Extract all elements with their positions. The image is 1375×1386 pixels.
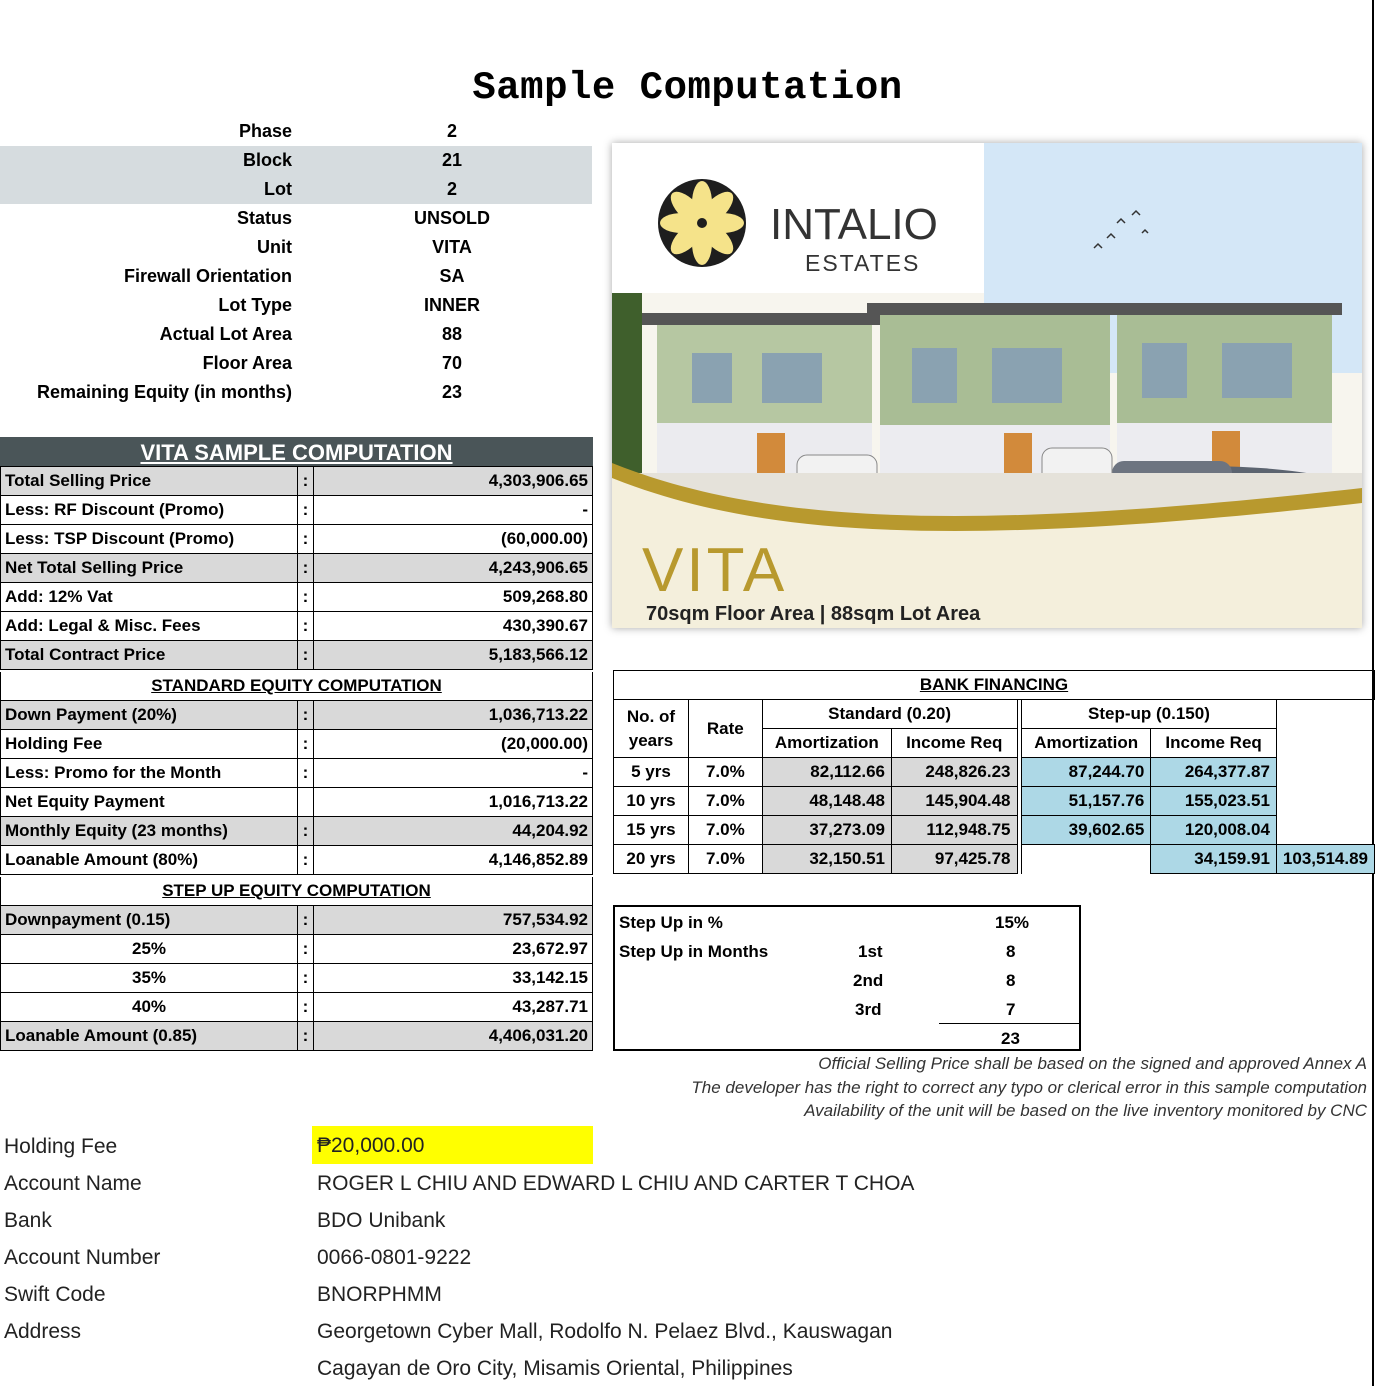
note-line: Official Selling Price shall be based on the signed and approved Annex A xyxy=(818,1054,1367,1073)
table-row: Net Equity Payment 1,016,713.22 xyxy=(1,788,593,817)
table-row: Net Total Selling Price : 4,243,906.65 xyxy=(1,554,593,583)
rate-header: Rate xyxy=(688,700,762,758)
vita-computation-header: VITA SAMPLE COMPUTATION xyxy=(0,437,593,466)
table-row: 25% : 23,672.97 xyxy=(1,935,593,964)
info-row: Remaining Equity (in months) 23 xyxy=(37,382,463,402)
table-row: Less: RF Discount (Promo) : - xyxy=(1,496,593,525)
income-header: Income Req xyxy=(1151,729,1277,758)
table-row: 40% : 43,287.71 xyxy=(1,993,593,1022)
promo-image xyxy=(612,143,1362,628)
table-row: Loanable Amount (80%) : 4,146,852.89 xyxy=(1,846,593,875)
table-row: Add: 12% Vat : 509,268.80 xyxy=(1,583,593,612)
table-row: Less: TSP Discount (Promo) : (60,000.00) xyxy=(1,525,593,554)
table-row: Less: Promo for the Month : - xyxy=(1,759,593,788)
table-row: 10 yrs 7.0% 48,148.48 145,904.48 51,157.76 155,023.51 xyxy=(614,787,1375,816)
intalio-logo-icon xyxy=(658,179,746,267)
standard-equity-table xyxy=(0,700,593,875)
info-row: Status UNSOLD xyxy=(236,208,490,228)
info-row: Block 21 xyxy=(0,146,592,175)
stepup-months-label: Step Up in Months xyxy=(619,942,769,961)
table-row: Monthly Equity (23 months) : 44,204.92 xyxy=(1,817,593,846)
stepup-pct-value: 15% xyxy=(995,913,1030,932)
table-row: 15 yrs 7.0% 37,273.09 112,948.75 39,602.65 120,008.04 xyxy=(614,816,1375,845)
info-row: Lot 2 xyxy=(0,175,592,204)
brand-text: INTALIO xyxy=(770,200,938,249)
holding-fee-value: ₱20,000.00 xyxy=(317,1134,425,1157)
table-row xyxy=(614,700,1375,729)
model-name: VITA xyxy=(642,536,788,605)
stepup-schedule: Step Up in % 15% Step Up in Months 1st 8 2nd 8 3rd 7 23 xyxy=(613,905,1081,1051)
table-row: Total Selling Price : 4,303,906.65 xyxy=(1,467,593,496)
years-header: No. of years xyxy=(614,700,689,758)
table-row: Down Payment (20%) : 1,036,713.22 xyxy=(1,701,593,730)
bank-financing-table xyxy=(613,670,1375,874)
stepup-header: Step-up (0.150) xyxy=(1021,700,1276,729)
info-row: Phase 2 xyxy=(238,121,457,141)
stepup-equity-header: STEP UP EQUITY COMPUTATION xyxy=(0,877,593,905)
vita-computation-table xyxy=(0,466,593,670)
table-row: Downpayment (0.15) : 757,534.92 xyxy=(1,906,593,935)
stepup-total: 23 xyxy=(1001,1029,1020,1048)
note-line: Availability of the unit will be based on the live inventory monitored by CNC xyxy=(804,1101,1367,1120)
info-row: Firewall Orientation SA xyxy=(123,266,465,286)
promo-illustration xyxy=(612,143,1362,628)
standard-header: Standard (0.20) xyxy=(762,700,1017,729)
page-title: Sample Computation xyxy=(472,66,903,110)
stepup-pct-label: Step Up in % xyxy=(619,913,723,932)
info-row: Actual Lot Area 88 xyxy=(159,324,463,344)
standard-equity-header: STANDARD EQUITY COMPUTATION xyxy=(0,672,593,700)
table-row: 20 yrs 7.0% 32,150.51 97,425.78 34,159.91 103,514.89 xyxy=(614,845,1375,874)
brand-sub-text: ESTATES xyxy=(805,250,921,276)
info-row: Lot Type INNER xyxy=(218,295,480,315)
amortization-header: Amortization xyxy=(762,729,891,758)
table-row xyxy=(614,671,1375,700)
table-row: Holding Fee : (20,000.00) xyxy=(1,730,593,759)
income-header: Income Req xyxy=(891,729,1017,758)
table-row: Total Contract Price : 5,183,566.12 xyxy=(1,641,593,670)
amortization-header: Amortization xyxy=(1021,729,1150,758)
table-row: 5 yrs 7.0% 82,112.66 248,826.23 87,244.70 264,377.87 xyxy=(614,758,1375,787)
bank-financing-header: BANK FINANCING xyxy=(614,671,1375,700)
info-row: Unit VITA xyxy=(257,237,472,257)
stepup-equity-table xyxy=(0,905,593,1051)
info-row: Floor Area 70 xyxy=(202,353,463,373)
table-row: 35% : 33,142.15 xyxy=(1,964,593,993)
table-row: Add: Legal & Misc. Fees : 430,390.67 xyxy=(1,612,593,641)
table-row: Loanable Amount (0.85) : 4,406,031.20 xyxy=(1,1022,593,1051)
note-line: The developer has the right to correct any typo or clerical error in this sample computation xyxy=(691,1078,1367,1097)
promo-caption: 70sqm Floor Area | 88sqm Lot Area xyxy=(646,603,981,625)
